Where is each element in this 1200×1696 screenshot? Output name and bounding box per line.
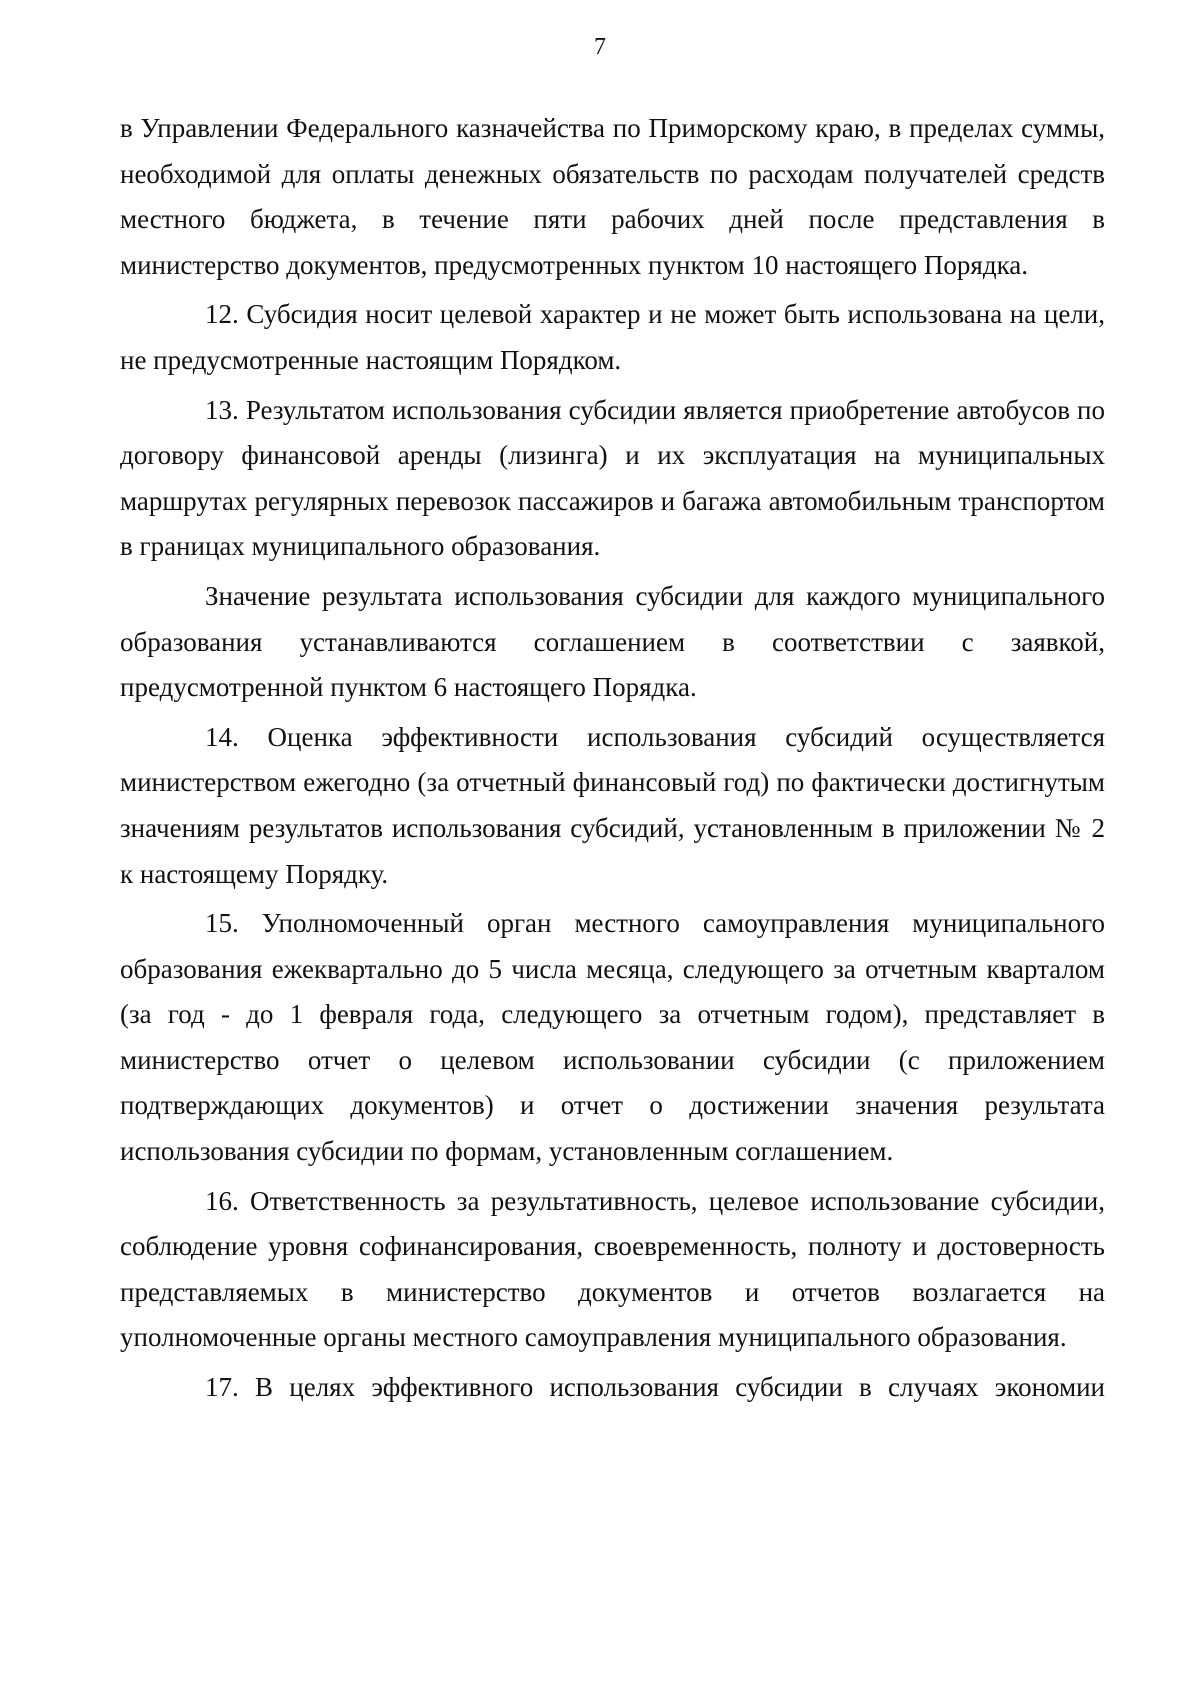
paragraph-continuation: в Управлении Федерального казначейства по Приморскому краю, в пределах суммы, необходимой для оплаты денежных обязательств по расходам получателей средств местного бюджета, в течение пяти рабочих дней после представления в министерство документов, предусмотренных пунктом 10 настоящего Порядка. bbox=[120, 113, 1105, 280]
paragraph-13-result-value: Значение результата использования субсидии для каждого муниципального образования устанавливаются соглашением в соответствии с заявкой, предусмотренной пунктом 6 настоящего Порядка. bbox=[120, 580, 1105, 703]
page-number: 7 bbox=[594, 34, 606, 60]
paragraph-17: 17. В целях эффективного использования субсидии в случаях экономии bbox=[205, 1372, 1105, 1403]
paragraph-14: 14. Оценка эффективности использования субсидий осуществляется министерством ежегодно (за отчетный финансовый год) по фактически достигнутым значениям результатов использования субсидий, установленным в приложении № 2 к настоящему Порядку. bbox=[120, 721, 1105, 889]
paragraph-13: 13. Результатом использования субсидии является приобретение автобусов по договору финансовой аренды (лизинга) и их эксплуатация на муниципальных маршрутах регулярных перевозок пассажиров и багажа автомобильным транспортом в границах муниципального образования. bbox=[120, 394, 1105, 562]
paragraph-15: 15. Уполномоченный орган местного самоуправления муниципального образования ежеквартально до 5 числа месяца, следующего за отчетным кварталом (за год - до 1 февраля года, следующего за отчетным годом), представляет в министерство отчет о целевом использовании субсидии (с приложением подтверждающих документов) и отчет о достижении значения результата использования субсидии по формам, установленным соглашением. bbox=[120, 908, 1105, 1167]
paragraph-16: 16. Ответственность за результативность, целевое использование субсидии, соблюдение уровня софинансирования, своевременность, полноту и достоверность представляемых в министерство документов и отчетов возлагается на уполномоченные органы местного самоуправления муниципального образования. bbox=[120, 1185, 1105, 1353]
document-body bbox=[120, 106, 1105, 1415]
paragraph-12: 12. Субсидия носит целевой характер и не может быть использована на цели, не предусмотренные настоящим Порядком. bbox=[120, 299, 1105, 375]
